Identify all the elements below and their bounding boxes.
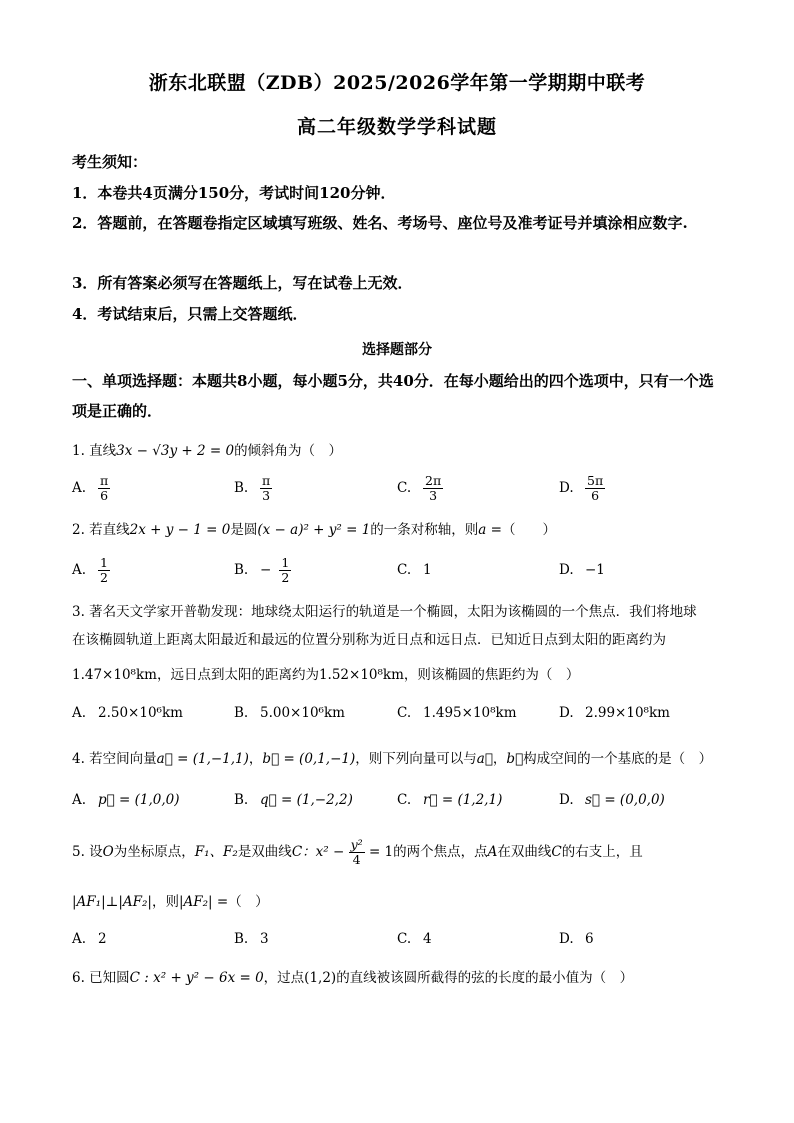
q3-option-a[interactable] (72, 695, 183, 731)
q4-option-d-text: s⃗ = (0,0,0) (585, 792, 665, 808)
q3-line3-post: ，则该椭圆的焦距约为（ ） (403, 667, 580, 683)
q5-option-a-label: A. (72, 931, 87, 947)
q5-line2-post: （ ） (228, 894, 269, 910)
q2-option-c-label: C. (397, 562, 412, 578)
q4-stem-post: 构成空间的一个基底的是（ ） (523, 751, 713, 767)
q3-perihelion-value: 1.47×10⁸km (72, 667, 157, 683)
notice-item-2: 2．答题前，在答题卷指定区域填写班级、姓名、考场号、座位号及准考证号并填涂相应数字. (72, 214, 688, 232)
q3-option-a-text: 2.50×10⁶km (98, 705, 183, 721)
q2-stem-pre: 2. 若直线 (72, 522, 130, 538)
q5-option-b[interactable] (234, 921, 269, 957)
q2-option-d-text: −1 (585, 562, 605, 578)
q5-option-d-text: 6 (585, 931, 594, 947)
q3-aphelion-value: 1.52×10⁸km (318, 667, 404, 683)
q5-option-b-label: B. (234, 931, 249, 947)
section-title: 选择题部分 (362, 342, 432, 358)
q5-foci: F₁、F₂ (194, 844, 238, 860)
q1-d-den: 6 (591, 487, 600, 503)
q6-point: (1,2) (304, 970, 337, 986)
question-3-options (72, 695, 732, 731)
q4-option-c-text: r⃗ = (1,2,1) (423, 792, 503, 808)
q5-a: 为坐标原点， (113, 844, 195, 860)
q5-curve-c: C (551, 844, 562, 860)
q5-point-a: A (487, 844, 498, 860)
q1-option-c[interactable] (397, 470, 443, 506)
q5-line2-mid: ，则 (151, 894, 179, 910)
q1-option-b[interactable] (234, 470, 272, 506)
q4-stem-mid: ，则下列向量可以与 (355, 751, 477, 767)
q4-option-c[interactable] (397, 782, 502, 818)
q5-option-c-text: 4 (423, 931, 432, 947)
q4-option-b[interactable] (234, 782, 353, 818)
q4-option-a-text: p⃗ = (1,0,0) (98, 792, 180, 808)
question-4-options (72, 782, 732, 818)
q4-vector-b: b⃗ = (0,1,−1) (262, 751, 356, 767)
q2-option-d-label: D. (559, 562, 574, 578)
question-3-line-3 (72, 661, 732, 689)
q6-pre: 6. 已知圆 (72, 970, 130, 986)
q3-option-b[interactable] (234, 695, 345, 731)
q5-option-a[interactable] (72, 921, 107, 957)
q5-b: 是双曲线 (237, 844, 292, 860)
q1-a-den: 6 (100, 487, 109, 503)
q2-option-b-label: B. (234, 562, 249, 578)
q2-b-den: 2 (281, 569, 290, 585)
part-heading: 一、单项选择题：本题共8小题，每小题5分，共40分．在每小题给出的四个选项中，只有一个选项是正确的． (72, 372, 714, 420)
q2-stem-math3: a = (478, 522, 502, 538)
q5-fraction (349, 838, 365, 867)
q2-stem-mid: 是圆 (230, 522, 258, 538)
q3-option-d-label: D. (559, 705, 574, 721)
q5-af2: |AF₂| = (178, 894, 229, 910)
q2-option-d[interactable] (559, 552, 605, 588)
q3-option-c[interactable] (397, 695, 517, 731)
q3-option-c-text: 1.495×10⁸km (423, 705, 517, 721)
q5-d: 的两个焦点，点 (393, 844, 488, 860)
q4-comma: ， (492, 751, 507, 767)
q4-option-b-text: q⃗ = (1,−2,2) (260, 792, 353, 808)
notice-item-3: 3．所有答案必须写在答题纸上，写在试卷上无效． (72, 274, 413, 292)
exam-title: 浙东北联盟（ZDB）2025/2026学年第一学期期中联考 (148, 72, 646, 94)
q1-option-a[interactable] (72, 470, 110, 506)
q4-option-d[interactable] (559, 782, 665, 818)
q3-option-c-label: C. (397, 705, 412, 721)
q4-stem-pre: 4. 若空间向量 (72, 751, 157, 767)
q5-curve: C：x² − (291, 844, 345, 860)
q5-pre: 5. 设 (72, 844, 103, 860)
q1-option-a-fraction (98, 474, 110, 503)
question-5-line-2 (72, 888, 732, 916)
q2-option-b-fraction (279, 556, 291, 585)
q2-option-c[interactable] (397, 552, 432, 588)
q5-frac-den: 4 (352, 852, 361, 867)
q4-sep: ， (248, 751, 263, 767)
q5-option-d-label: D. (559, 931, 574, 947)
q6-post: 的直线被该圆所截得的弦的长度的最小值为（ ） (336, 970, 634, 986)
q1-option-b-label: B. (234, 480, 249, 496)
q1-stem-pre: 1. 直线 (72, 443, 117, 459)
q1-option-c-fraction (423, 474, 443, 503)
q1-stem-math: 3x − √3y + 2 = 0 (116, 443, 235, 459)
q2-option-b[interactable] (234, 552, 291, 588)
q4-a-ref: a⃗ (476, 751, 493, 767)
question-3-line-2: 在该椭圆轨道上距离太阳最近和最远的位置分别称为近日点和远日点．已知近日点到太阳的距离约为 (72, 632, 666, 648)
question-3-line-1: 3. 著名天文学家开普勒发现：地球绕太阳运行的轨道是一个椭圆，太阳为该椭圆的一个焦点．我们将地球 (72, 604, 697, 620)
question-5-line-1 (72, 838, 732, 867)
question-1-options (72, 470, 732, 506)
question-6-stem (72, 964, 732, 992)
q1-a-num: π (100, 472, 109, 488)
question-1-stem (72, 437, 732, 465)
q1-stem-post: 的倾斜角为（ ） (234, 443, 343, 459)
q5-f2: 的右支上，且 (561, 844, 643, 860)
q4-option-b-label: B. (234, 792, 249, 808)
q1-d-num: 5π (587, 472, 604, 488)
q2-option-a[interactable] (72, 552, 110, 588)
q5-option-c-label: C. (397, 931, 412, 947)
q1-b-den: 3 (262, 487, 271, 503)
q2-a-den: 2 (100, 569, 108, 585)
q4-option-a-label: A. (72, 792, 87, 808)
q2-option-a-label: A. (72, 562, 87, 578)
q4-option-c-label: C. (397, 792, 412, 808)
q5-frac-num: y² (350, 837, 363, 852)
q1-c-den: 3 (429, 487, 438, 503)
q2-option-c-text: 1 (423, 562, 432, 578)
q2-option-b-sign: − (260, 562, 272, 578)
notice-item-4: 4．考试结束后，只需上交答题纸． (72, 305, 308, 323)
question-2-stem (72, 516, 732, 544)
q6-circle: C : x² + y² − 6x = 0 (129, 970, 264, 986)
q3-option-b-text: 5.00×10⁶km (260, 705, 345, 721)
q5-e: 在双曲线 (497, 844, 552, 860)
q1-b-num: π (262, 472, 271, 488)
q5-option-a-text: 2 (98, 931, 107, 947)
q4-option-d-label: D. (559, 792, 574, 808)
q2-a-num: 1 (100, 554, 108, 570)
q3-line3-mid: ，远日点到太阳的距离约为 (156, 667, 319, 683)
q2-stem-post: （ ） (501, 522, 556, 538)
q1-option-d-label: D. (559, 480, 574, 496)
q2-stem-math1: 2x + y − 1 = 0 (129, 522, 231, 538)
question-4-stem (72, 745, 732, 773)
q6-mid: ，过点 (263, 970, 305, 986)
q2-b-num: 1 (281, 554, 290, 570)
q5-option-b-text: 3 (260, 931, 269, 947)
q3-option-d-text: 2.99×10⁸km (585, 705, 670, 721)
q1-option-d[interactable] (559, 470, 605, 506)
q2-stem-math2: (x − a)² + y² = 1 (257, 522, 371, 538)
q3-option-a-label: A. (72, 705, 87, 721)
q4-vector-a: a⃗ = (1,−1,1) (156, 751, 249, 767)
question-5-options (72, 921, 732, 957)
notice-item-1: 1．本卷共4页满分150分，考试时间120分钟． (72, 184, 396, 202)
question-2-options (72, 552, 732, 588)
q1-option-d-fraction (585, 474, 605, 503)
q1-c-num: 2π (425, 472, 442, 488)
q2-option-a-fraction (98, 556, 110, 585)
q1-option-c-label: C. (397, 480, 412, 496)
q5-option-c[interactable] (397, 921, 432, 957)
q5-eq: = 1 (368, 844, 394, 860)
q1-option-a-label: A. (72, 480, 87, 496)
q1-option-b-fraction (260, 474, 272, 503)
q4-b-ref: b⃗ (506, 751, 524, 767)
q5-o: O (102, 844, 114, 860)
q5-perp: |AF₁|⊥|AF₂| (72, 894, 152, 910)
q5-option-d[interactable] (559, 921, 594, 957)
q3-option-d[interactable] (559, 695, 670, 731)
q4-option-a[interactable] (72, 782, 180, 818)
exam-subtitle: 高二年级数学学科试题 (296, 116, 497, 138)
notice-heading: 考生须知： (72, 153, 148, 171)
q2-stem-mid2: 的一条对称轴，则 (370, 522, 479, 538)
q3-option-b-label: B. (234, 705, 249, 721)
